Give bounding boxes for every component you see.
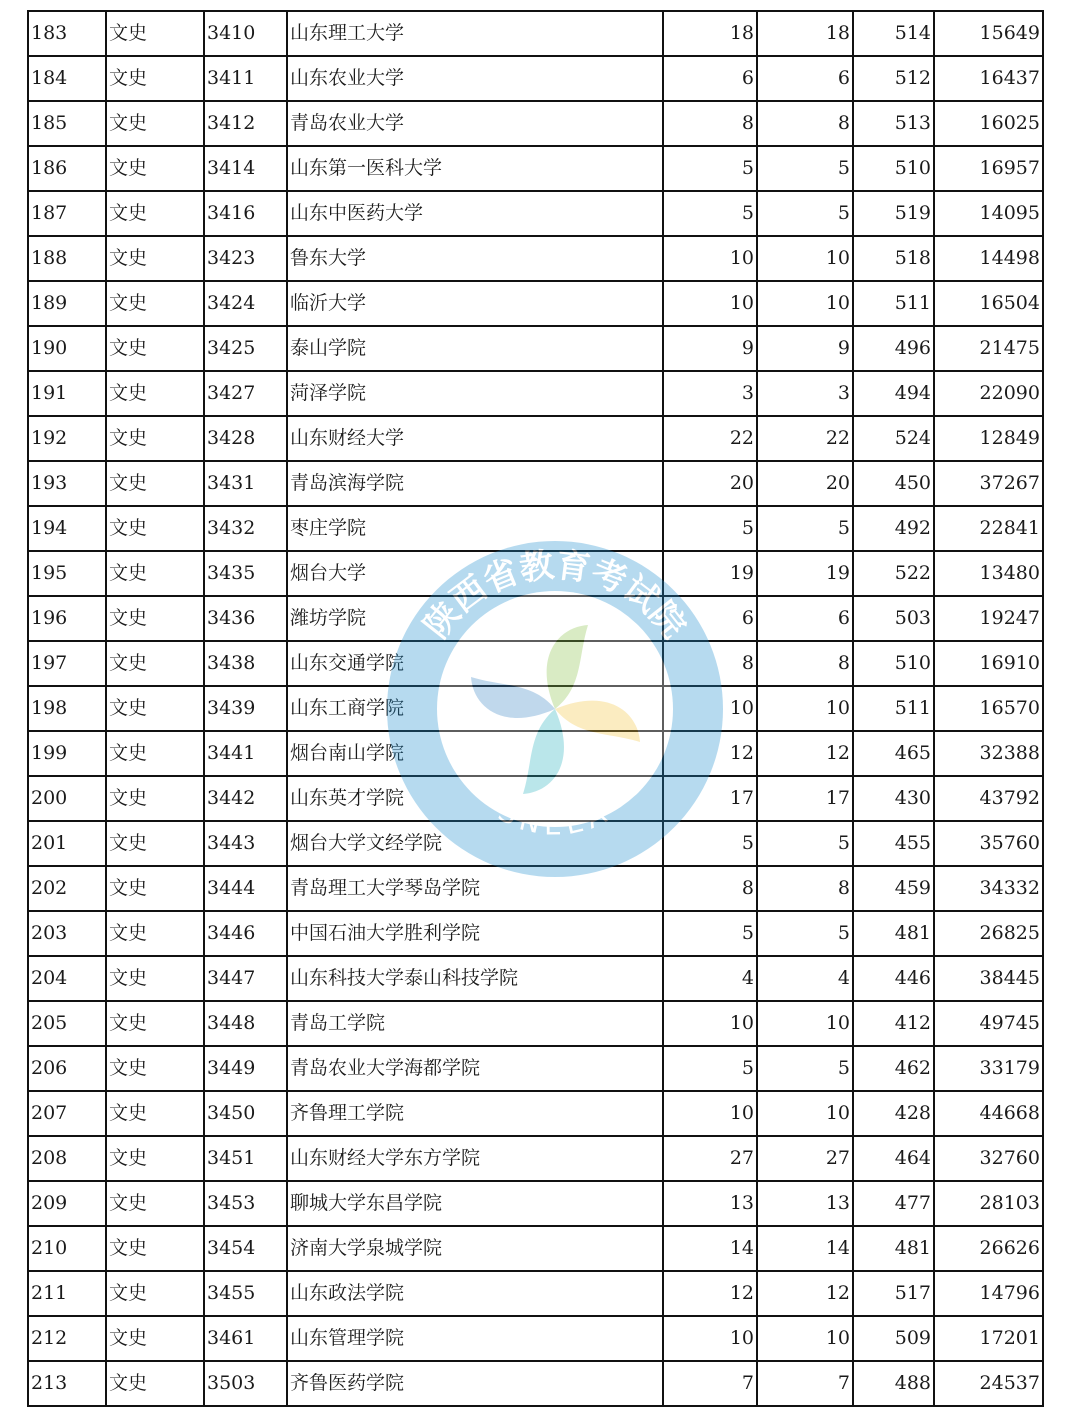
cell-min-score: 459 [853, 866, 934, 911]
cell-min-rank: 12849 [934, 416, 1043, 461]
cell-category: 文史 [106, 506, 204, 551]
cell-school-name: 青岛农业大学 [287, 101, 663, 146]
table-row [28, 371, 1043, 416]
cell-category: 文史 [106, 1226, 204, 1271]
cell-category: 文史 [106, 686, 204, 731]
cell-index: 206 [28, 1046, 106, 1091]
cell-index: 211 [28, 1271, 106, 1316]
cell-min-rank: 16910 [934, 641, 1043, 686]
cell-index: 201 [28, 821, 106, 866]
cell-min-rank: 13480 [934, 551, 1043, 596]
cell-school-name: 山东第一医科大学 [287, 146, 663, 191]
cell-school-name: 鲁东大学 [287, 236, 663, 281]
cell-school-code: 3412 [204, 101, 287, 146]
cell-school-code: 3411 [204, 56, 287, 101]
cell-category: 文史 [106, 1091, 204, 1136]
table-row [28, 866, 1043, 911]
table-row [28, 731, 1043, 776]
cell-school-code: 3427 [204, 371, 287, 416]
cell-min-score: 477 [853, 1181, 934, 1226]
cell-min-rank: 44668 [934, 1091, 1043, 1136]
cell-admitted-count: 10 [757, 686, 853, 731]
cell-min-score: 450 [853, 461, 934, 506]
cell-min-score: 513 [853, 101, 934, 146]
cell-min-rank: 17201 [934, 1316, 1043, 1361]
cell-school-code: 3439 [204, 686, 287, 731]
cell-school-name: 山东理工大学 [287, 11, 663, 56]
cell-category: 文史 [106, 146, 204, 191]
cell-category: 文史 [106, 731, 204, 776]
cell-plan-count: 19 [663, 551, 757, 596]
cell-plan-count: 5 [663, 1046, 757, 1091]
cell-index: 213 [28, 1361, 106, 1406]
cell-school-code: 3444 [204, 866, 287, 911]
cell-min-rank: 14095 [934, 191, 1043, 236]
cell-plan-count: 12 [663, 731, 757, 776]
cell-school-name: 山东英才学院 [287, 776, 663, 821]
table-row [28, 641, 1043, 686]
cell-admitted-count: 22 [757, 416, 853, 461]
cell-min-rank: 35760 [934, 821, 1043, 866]
cell-school-name: 齐鲁理工学院 [287, 1091, 663, 1136]
table-row [28, 776, 1043, 821]
cell-admitted-count: 18 [757, 11, 853, 56]
cell-school-code: 3454 [204, 1226, 287, 1271]
cell-min-rank: 19247 [934, 596, 1043, 641]
cell-index: 207 [28, 1091, 106, 1136]
cell-min-score: 462 [853, 1046, 934, 1091]
cell-min-score: 524 [853, 416, 934, 461]
cell-index: 184 [28, 56, 106, 101]
cell-school-code: 3425 [204, 326, 287, 371]
cell-school-code: 3424 [204, 281, 287, 326]
cell-index: 198 [28, 686, 106, 731]
cell-school-code: 3443 [204, 821, 287, 866]
table-row [28, 956, 1043, 1001]
cell-category: 文史 [106, 1136, 204, 1181]
cell-school-name: 山东财经大学 [287, 416, 663, 461]
cell-index: 190 [28, 326, 106, 371]
cell-admitted-count: 17 [757, 776, 853, 821]
cell-min-score: 512 [853, 56, 934, 101]
cell-min-rank: 22090 [934, 371, 1043, 416]
cell-min-rank: 16504 [934, 281, 1043, 326]
cell-admitted-count: 10 [757, 1091, 853, 1136]
cell-school-code: 3449 [204, 1046, 287, 1091]
cell-min-score: 481 [853, 1226, 934, 1271]
table-row [28, 821, 1043, 866]
cell-school-name: 临沂大学 [287, 281, 663, 326]
table-row [28, 146, 1043, 191]
table-body [28, 11, 1043, 1406]
cell-school-name: 济南大学泉城学院 [287, 1226, 663, 1271]
cell-category: 文史 [106, 866, 204, 911]
cell-index: 197 [28, 641, 106, 686]
cell-min-rank: 16025 [934, 101, 1043, 146]
cell-admitted-count: 10 [757, 1001, 853, 1046]
cell-category: 文史 [106, 191, 204, 236]
cell-category: 文史 [106, 326, 204, 371]
cell-school-name: 青岛工学院 [287, 1001, 663, 1046]
cell-min-score: 496 [853, 326, 934, 371]
cell-index: 199 [28, 731, 106, 776]
cell-min-rank: 49745 [934, 1001, 1043, 1046]
cell-admitted-count: 10 [757, 236, 853, 281]
cell-plan-count: 6 [663, 56, 757, 101]
cell-min-rank: 32760 [934, 1136, 1043, 1181]
cell-plan-count: 22 [663, 416, 757, 461]
cell-category: 文史 [106, 236, 204, 281]
table-row [28, 1136, 1043, 1181]
cell-plan-count: 9 [663, 326, 757, 371]
cell-category: 文史 [106, 416, 204, 461]
cell-school-name: 烟台大学 [287, 551, 663, 596]
cell-school-code: 3436 [204, 596, 287, 641]
cell-plan-count: 4 [663, 956, 757, 1001]
table-row [28, 686, 1043, 731]
table-row [28, 191, 1043, 236]
cell-min-score: 465 [853, 731, 934, 776]
cell-category: 文史 [106, 1001, 204, 1046]
cell-min-score: 511 [853, 281, 934, 326]
cell-plan-count: 10 [663, 1091, 757, 1136]
cell-min-score: 519 [853, 191, 934, 236]
cell-category: 文史 [106, 551, 204, 596]
cell-school-code: 3453 [204, 1181, 287, 1226]
table-row [28, 1361, 1043, 1406]
cell-school-code: 3448 [204, 1001, 287, 1046]
cell-min-score: 509 [853, 1316, 934, 1361]
cell-admitted-count: 5 [757, 146, 853, 191]
cell-min-rank: 16437 [934, 56, 1043, 101]
cell-admitted-count: 5 [757, 1046, 853, 1091]
cell-school-code: 3503 [204, 1361, 287, 1406]
cell-school-code: 3438 [204, 641, 287, 686]
cell-category: 文史 [106, 1046, 204, 1091]
cell-plan-count: 10 [663, 281, 757, 326]
cell-plan-count: 13 [663, 1181, 757, 1226]
table-row [28, 1226, 1043, 1271]
cell-school-name: 聊城大学东昌学院 [287, 1181, 663, 1226]
table-row [28, 11, 1043, 56]
cell-min-rank: 24537 [934, 1361, 1043, 1406]
table-row [28, 1271, 1043, 1316]
table-row [28, 56, 1043, 101]
cell-admitted-count: 20 [757, 461, 853, 506]
cell-admitted-count: 6 [757, 56, 853, 101]
cell-admitted-count: 8 [757, 641, 853, 686]
cell-school-code: 3446 [204, 911, 287, 956]
cell-category: 文史 [106, 776, 204, 821]
cell-school-code: 3432 [204, 506, 287, 551]
cell-min-rank: 43792 [934, 776, 1043, 821]
cell-admitted-count: 4 [757, 956, 853, 1001]
admission-table [27, 10, 1044, 1407]
cell-admitted-count: 8 [757, 866, 853, 911]
cell-plan-count: 10 [663, 1001, 757, 1046]
table-row [28, 461, 1043, 506]
cell-school-name: 烟台南山学院 [287, 731, 663, 776]
cell-school-code: 3455 [204, 1271, 287, 1316]
cell-plan-count: 27 [663, 1136, 757, 1181]
cell-category: 文史 [106, 371, 204, 416]
cell-min-score: 517 [853, 1271, 934, 1316]
table-row [28, 326, 1043, 371]
table-row [28, 551, 1043, 596]
cell-index: 194 [28, 506, 106, 551]
cell-school-name: 中国石油大学胜利学院 [287, 911, 663, 956]
cell-plan-count: 14 [663, 1226, 757, 1271]
table-row [28, 1046, 1043, 1091]
cell-admitted-count: 10 [757, 1316, 853, 1361]
cell-category: 文史 [106, 281, 204, 326]
cell-school-name: 齐鲁医药学院 [287, 1361, 663, 1406]
cell-category: 文史 [106, 1361, 204, 1406]
cell-category: 文史 [106, 641, 204, 686]
cell-min-rank: 38445 [934, 956, 1043, 1001]
cell-index: 202 [28, 866, 106, 911]
cell-min-score: 522 [853, 551, 934, 596]
cell-school-name: 烟台大学文经学院 [287, 821, 663, 866]
table-row [28, 506, 1043, 551]
cell-category: 文史 [106, 956, 204, 1001]
cell-index: 185 [28, 101, 106, 146]
cell-school-name: 山东农业大学 [287, 56, 663, 101]
cell-admitted-count: 12 [757, 731, 853, 776]
cell-school-name: 青岛农业大学海都学院 [287, 1046, 663, 1091]
cell-plan-count: 5 [663, 821, 757, 866]
cell-min-rank: 26825 [934, 911, 1043, 956]
cell-index: 187 [28, 191, 106, 236]
cell-index: 186 [28, 146, 106, 191]
cell-plan-count: 10 [663, 686, 757, 731]
cell-school-code: 3435 [204, 551, 287, 596]
cell-min-score: 430 [853, 776, 934, 821]
cell-min-rank: 37267 [934, 461, 1043, 506]
cell-index: 205 [28, 1001, 106, 1046]
table-row [28, 911, 1043, 956]
cell-plan-count: 8 [663, 641, 757, 686]
cell-category: 文史 [106, 1271, 204, 1316]
cell-plan-count: 18 [663, 11, 757, 56]
cell-min-rank: 26626 [934, 1226, 1043, 1271]
cell-school-name: 潍坊学院 [287, 596, 663, 641]
cell-admitted-count: 13 [757, 1181, 853, 1226]
watermark-abbr-text: SNEEA [493, 794, 617, 842]
cell-plan-count: 5 [663, 146, 757, 191]
cell-index: 196 [28, 596, 106, 641]
cell-min-rank: 14796 [934, 1271, 1043, 1316]
table-row [28, 1181, 1043, 1226]
cell-admitted-count: 14 [757, 1226, 853, 1271]
cell-category: 文史 [106, 1181, 204, 1226]
table-row [28, 1091, 1043, 1136]
cell-index: 209 [28, 1181, 106, 1226]
cell-min-score: 455 [853, 821, 934, 866]
cell-school-name: 枣庄学院 [287, 506, 663, 551]
cell-min-score: 428 [853, 1091, 934, 1136]
cell-index: 210 [28, 1226, 106, 1271]
cell-school-code: 3423 [204, 236, 287, 281]
table-row [28, 596, 1043, 641]
cell-school-code: 3416 [204, 191, 287, 236]
table-row [28, 236, 1043, 281]
cell-min-score: 503 [853, 596, 934, 641]
cell-plan-count: 20 [663, 461, 757, 506]
cell-min-score: 510 [853, 146, 934, 191]
cell-admitted-count: 9 [757, 326, 853, 371]
cell-plan-count: 12 [663, 1271, 757, 1316]
cell-category: 文史 [106, 11, 204, 56]
cell-category: 文史 [106, 461, 204, 506]
cell-plan-count: 17 [663, 776, 757, 821]
cell-min-score: 514 [853, 11, 934, 56]
cell-min-score: 481 [853, 911, 934, 956]
cell-index: 200 [28, 776, 106, 821]
cell-school-code: 3431 [204, 461, 287, 506]
cell-school-name: 山东政法学院 [287, 1271, 663, 1316]
cell-school-name: 山东财经大学东方学院 [287, 1136, 663, 1181]
cell-school-name: 山东交通学院 [287, 641, 663, 686]
cell-school-code: 3451 [204, 1136, 287, 1181]
cell-index: 189 [28, 281, 106, 326]
table-row [28, 416, 1043, 461]
cell-min-score: 492 [853, 506, 934, 551]
cell-school-code: 3414 [204, 146, 287, 191]
cell-min-score: 494 [853, 371, 934, 416]
cell-admitted-count: 8 [757, 101, 853, 146]
cell-admitted-count: 3 [757, 371, 853, 416]
cell-school-name: 青岛理工大学琴岛学院 [287, 866, 663, 911]
cell-school-code: 3442 [204, 776, 287, 821]
cell-admitted-count: 12 [757, 1271, 853, 1316]
cell-index: 188 [28, 236, 106, 281]
cell-category: 文史 [106, 1316, 204, 1361]
cell-index: 183 [28, 11, 106, 56]
cell-category: 文史 [106, 596, 204, 641]
cell-school-code: 3441 [204, 731, 287, 776]
cell-school-name: 山东中医药大学 [287, 191, 663, 236]
cell-min-score: 464 [853, 1136, 934, 1181]
cell-min-rank: 28103 [934, 1181, 1043, 1226]
cell-category: 文史 [106, 101, 204, 146]
cell-index: 195 [28, 551, 106, 596]
table-row [28, 281, 1043, 326]
cell-min-rank: 22841 [934, 506, 1043, 551]
cell-admitted-count: 27 [757, 1136, 853, 1181]
cell-plan-count: 5 [663, 191, 757, 236]
cell-index: 212 [28, 1316, 106, 1361]
cell-category: 文史 [106, 56, 204, 101]
cell-admitted-count: 5 [757, 506, 853, 551]
cell-admitted-count: 10 [757, 281, 853, 326]
cell-min-rank: 21475 [934, 326, 1043, 371]
cell-school-code: 3450 [204, 1091, 287, 1136]
cell-plan-count: 3 [663, 371, 757, 416]
cell-min-score: 510 [853, 641, 934, 686]
cell-min-score: 511 [853, 686, 934, 731]
cell-plan-count: 5 [663, 506, 757, 551]
cell-min-rank: 33179 [934, 1046, 1043, 1091]
cell-index: 203 [28, 911, 106, 956]
watermark-org-text: 陕西省教育考试院 [416, 545, 694, 647]
cell-plan-count: 8 [663, 101, 757, 146]
cell-admitted-count: 5 [757, 911, 853, 956]
cell-min-rank: 15649 [934, 11, 1043, 56]
cell-school-name: 山东科技大学泰山科技学院 [287, 956, 663, 1001]
cell-min-score: 446 [853, 956, 934, 1001]
cell-min-score: 518 [853, 236, 934, 281]
table-row [28, 1001, 1043, 1046]
cell-plan-count: 5 [663, 911, 757, 956]
cell-school-name: 山东管理学院 [287, 1316, 663, 1361]
cell-school-name: 青岛滨海学院 [287, 461, 663, 506]
cell-index: 192 [28, 416, 106, 461]
cell-plan-count: 10 [663, 236, 757, 281]
cell-plan-count: 6 [663, 596, 757, 641]
cell-index: 193 [28, 461, 106, 506]
cell-school-code: 3410 [204, 11, 287, 56]
cell-min-rank: 32388 [934, 731, 1043, 776]
cell-min-rank: 14498 [934, 236, 1043, 281]
cell-category: 文史 [106, 911, 204, 956]
cell-min-score: 412 [853, 1001, 934, 1046]
cell-plan-count: 7 [663, 1361, 757, 1406]
cell-school-name: 泰山学院 [287, 326, 663, 371]
cell-admitted-count: 5 [757, 191, 853, 236]
cell-plan-count: 8 [663, 866, 757, 911]
cell-min-rank: 16957 [934, 146, 1043, 191]
cell-school-name: 菏泽学院 [287, 371, 663, 416]
cell-min-rank: 16570 [934, 686, 1043, 731]
cell-admitted-count: 7 [757, 1361, 853, 1406]
table-row [28, 1316, 1043, 1361]
table-row [28, 101, 1043, 146]
cell-school-code: 3428 [204, 416, 287, 461]
cell-school-code: 3447 [204, 956, 287, 1001]
cell-admitted-count: 6 [757, 596, 853, 641]
cell-admitted-count: 5 [757, 821, 853, 866]
cell-min-rank: 34332 [934, 866, 1043, 911]
cell-school-name: 山东工商学院 [287, 686, 663, 731]
cell-school-code: 3461 [204, 1316, 287, 1361]
cell-category: 文史 [106, 821, 204, 866]
cell-index: 204 [28, 956, 106, 1001]
cell-index: 208 [28, 1136, 106, 1181]
cell-min-score: 488 [853, 1361, 934, 1406]
cell-plan-count: 10 [663, 1316, 757, 1361]
cell-index: 191 [28, 371, 106, 416]
cell-admitted-count: 19 [757, 551, 853, 596]
